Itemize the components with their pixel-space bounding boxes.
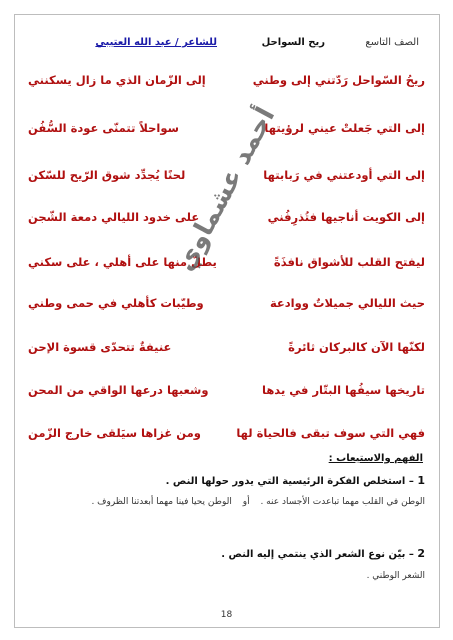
verse-6 (24, 296, 429, 318)
question-1 (166, 474, 425, 487)
verse-8 (24, 383, 429, 405)
verse-5 (24, 255, 429, 277)
question-number: 1 (417, 474, 425, 487)
first-hemistich: حيث الليالي جميلاتٌ ووادعة (269, 296, 425, 310)
first-hemistich: فهي التي سوف تبقى فالحياة لها (236, 426, 425, 440)
page-border (14, 14, 440, 628)
question-2 (221, 547, 425, 560)
verse-9 (24, 426, 429, 448)
first-hemistich: ريحُ السّواحل رَدّتني إلى وطني (252, 73, 425, 87)
answer-or: أو (242, 497, 250, 507)
question-text: – استخلص الفكرة الرئيسية التي يدور حولها النص . (165, 476, 414, 487)
grade-label: الصف التاسع (365, 37, 419, 48)
verse-1 (24, 73, 429, 95)
section-heading: الفهم والاستيعاب : (328, 453, 423, 464)
second-hemistich: وطيّبات كأهلي في حمى وطني (28, 296, 204, 310)
question-number: 2 (417, 547, 425, 560)
second-hemistich: إلى الزّمان الذي ما زال يسكنني (28, 73, 206, 87)
second-hemistich: عنيفةٌ تتحدّى قسوة الإحن (28, 340, 172, 354)
answer-2 (367, 571, 425, 581)
second-hemistich: يطلّ منها على أهلي ، على سكني (28, 255, 217, 269)
poem-title: ريح السواحل (261, 37, 325, 48)
question-text: – بيّن نوع الشعر الذي ينتمي إليه النص . (221, 549, 414, 560)
answer-option-a: الوطن في القلب مهما تباعدت الأجساد عنه . (260, 497, 425, 507)
second-hemistich: سواحلاً تتمنّى عودة السُّفُن (28, 121, 179, 135)
first-hemistich: لكنّها الآن كالبركان ثائرةً (288, 340, 425, 354)
verse-7 (24, 340, 429, 362)
second-hemistich: لحنًا يُجدِّد شوق الرّيح للسّكن (28, 168, 186, 182)
first-hemistich: ليفتح القلب للأشواق نافذَةً (273, 255, 425, 269)
page-header (24, 37, 429, 55)
first-hemistich: إلى التي أودعتني في رَبابتها (263, 168, 425, 182)
second-hemistich: ومن غزاها سيَلقى خارج الزّمن (28, 426, 201, 440)
verse-2 (24, 121, 429, 143)
page-number: 18 (220, 610, 233, 620)
answer-1 (91, 497, 425, 507)
handwritten-signature: أحمد عشماوي (170, 102, 282, 277)
second-hemistich: وشعبها درعها الواقي من المحن (28, 383, 209, 397)
first-hemistich: إلى التي جَعلتْ عيني لرؤيتها (264, 121, 425, 135)
answer-option-b: الوطن يحيا فينا مهما أبعدتنا الظروف . (91, 497, 232, 507)
answer-text: الشعر الوطني . (366, 571, 425, 581)
first-hemistich: تاريخها سيفُها البتّار في يدها (262, 383, 425, 397)
first-hemistich: إلى الكويت أناجيها فتُذرِفُني (267, 210, 425, 224)
second-hemistich: على خدود الليالي دمعة الشّجن (28, 210, 200, 224)
poet-name: للشاعر / عبد الله العتيبي (95, 37, 217, 48)
